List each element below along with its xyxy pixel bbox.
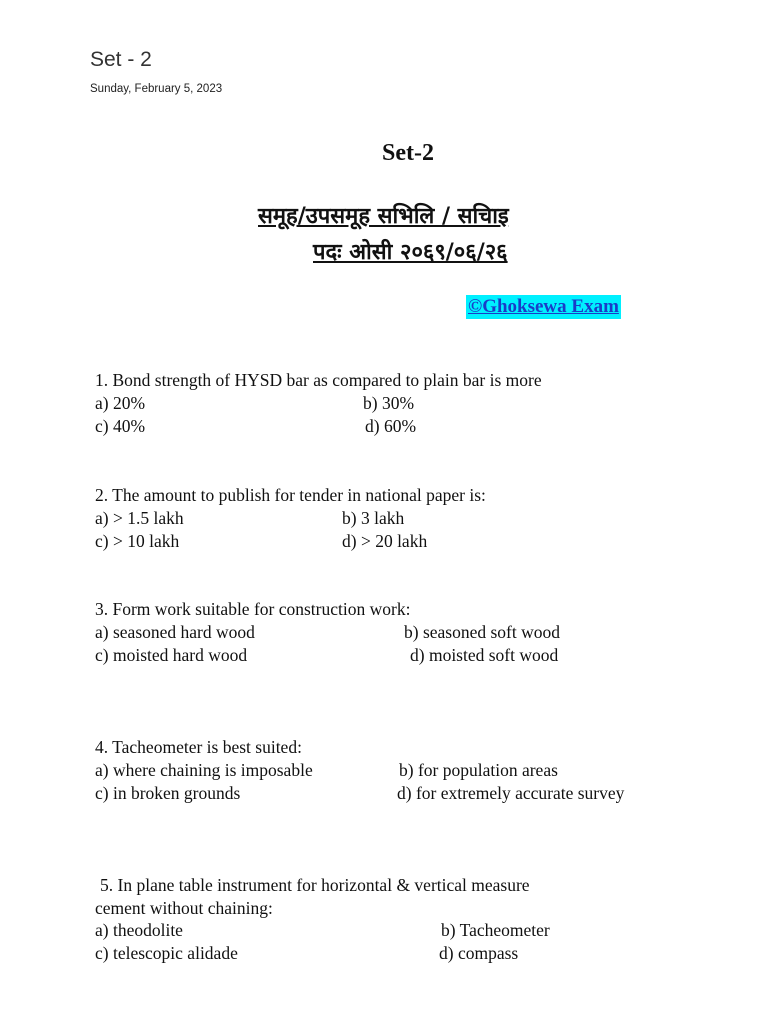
nepali-heading-line2: पदः ओसी २०६९/०६/२६ <box>313 240 508 265</box>
q4-option-c: c) in broken grounds <box>95 783 241 803</box>
q4-option-b: b) for population areas <box>399 760 558 780</box>
q2-option-b: b) 3 lakh <box>342 508 405 528</box>
question-3: 3. Form work suitable for construction work: <box>95 599 411 619</box>
q3-option-d: d) moisted soft wood <box>410 645 559 665</box>
question-1: 1. Bond strength of HYSD bar as compared to plain bar is more <box>95 370 542 390</box>
q1-option-c: c) 40% <box>95 416 146 436</box>
q3-option-a: a) seasoned hard wood <box>95 622 255 642</box>
q1-option-a: a) 20% <box>95 393 146 413</box>
q1-option-d: d) 60% <box>365 416 417 436</box>
q5-option-a: a) theodolite <box>95 920 183 940</box>
q4-option-a: a) where chaining is imposable <box>95 760 313 780</box>
q5-option-d: d) compass <box>439 943 519 963</box>
brand-link[interactable]: ©Ghoksewa Exam <box>468 296 619 317</box>
q5-option-c: c) telescopic alidade <box>95 943 238 963</box>
q2-option-d: d) > 20 lakh <box>342 531 428 551</box>
nepali-heading-line1: समूह/उपसमूह सभिलि / सचिाइ <box>258 204 509 229</box>
date: Sunday, February 5, 2023 <box>90 83 223 95</box>
q4-option-d: d) for extremely accurate survey <box>397 783 625 803</box>
q3-option-c: c) moisted hard wood <box>95 645 248 665</box>
set-label: Set - 2 <box>90 48 152 71</box>
q5-option-b: b) Tacheometer <box>441 920 550 940</box>
question-2: 2. The amount to publish for tender in national paper is: <box>95 485 486 505</box>
page-title: Set-2 <box>382 140 434 166</box>
q2-option-a: a) > 1.5 lakh <box>95 508 184 528</box>
q1-option-b: b) 30% <box>363 393 415 413</box>
question-5-cont: cement without chaining: <box>95 898 273 918</box>
q3-option-b: b) seasoned soft wood <box>404 622 561 642</box>
q2-option-c: c) > 10 lakh <box>95 531 180 551</box>
question-5: 5. In plane table instrument for horizontal & vertical measure <box>100 875 530 895</box>
question-4: 4. Tacheometer is best suited: <box>95 737 302 757</box>
